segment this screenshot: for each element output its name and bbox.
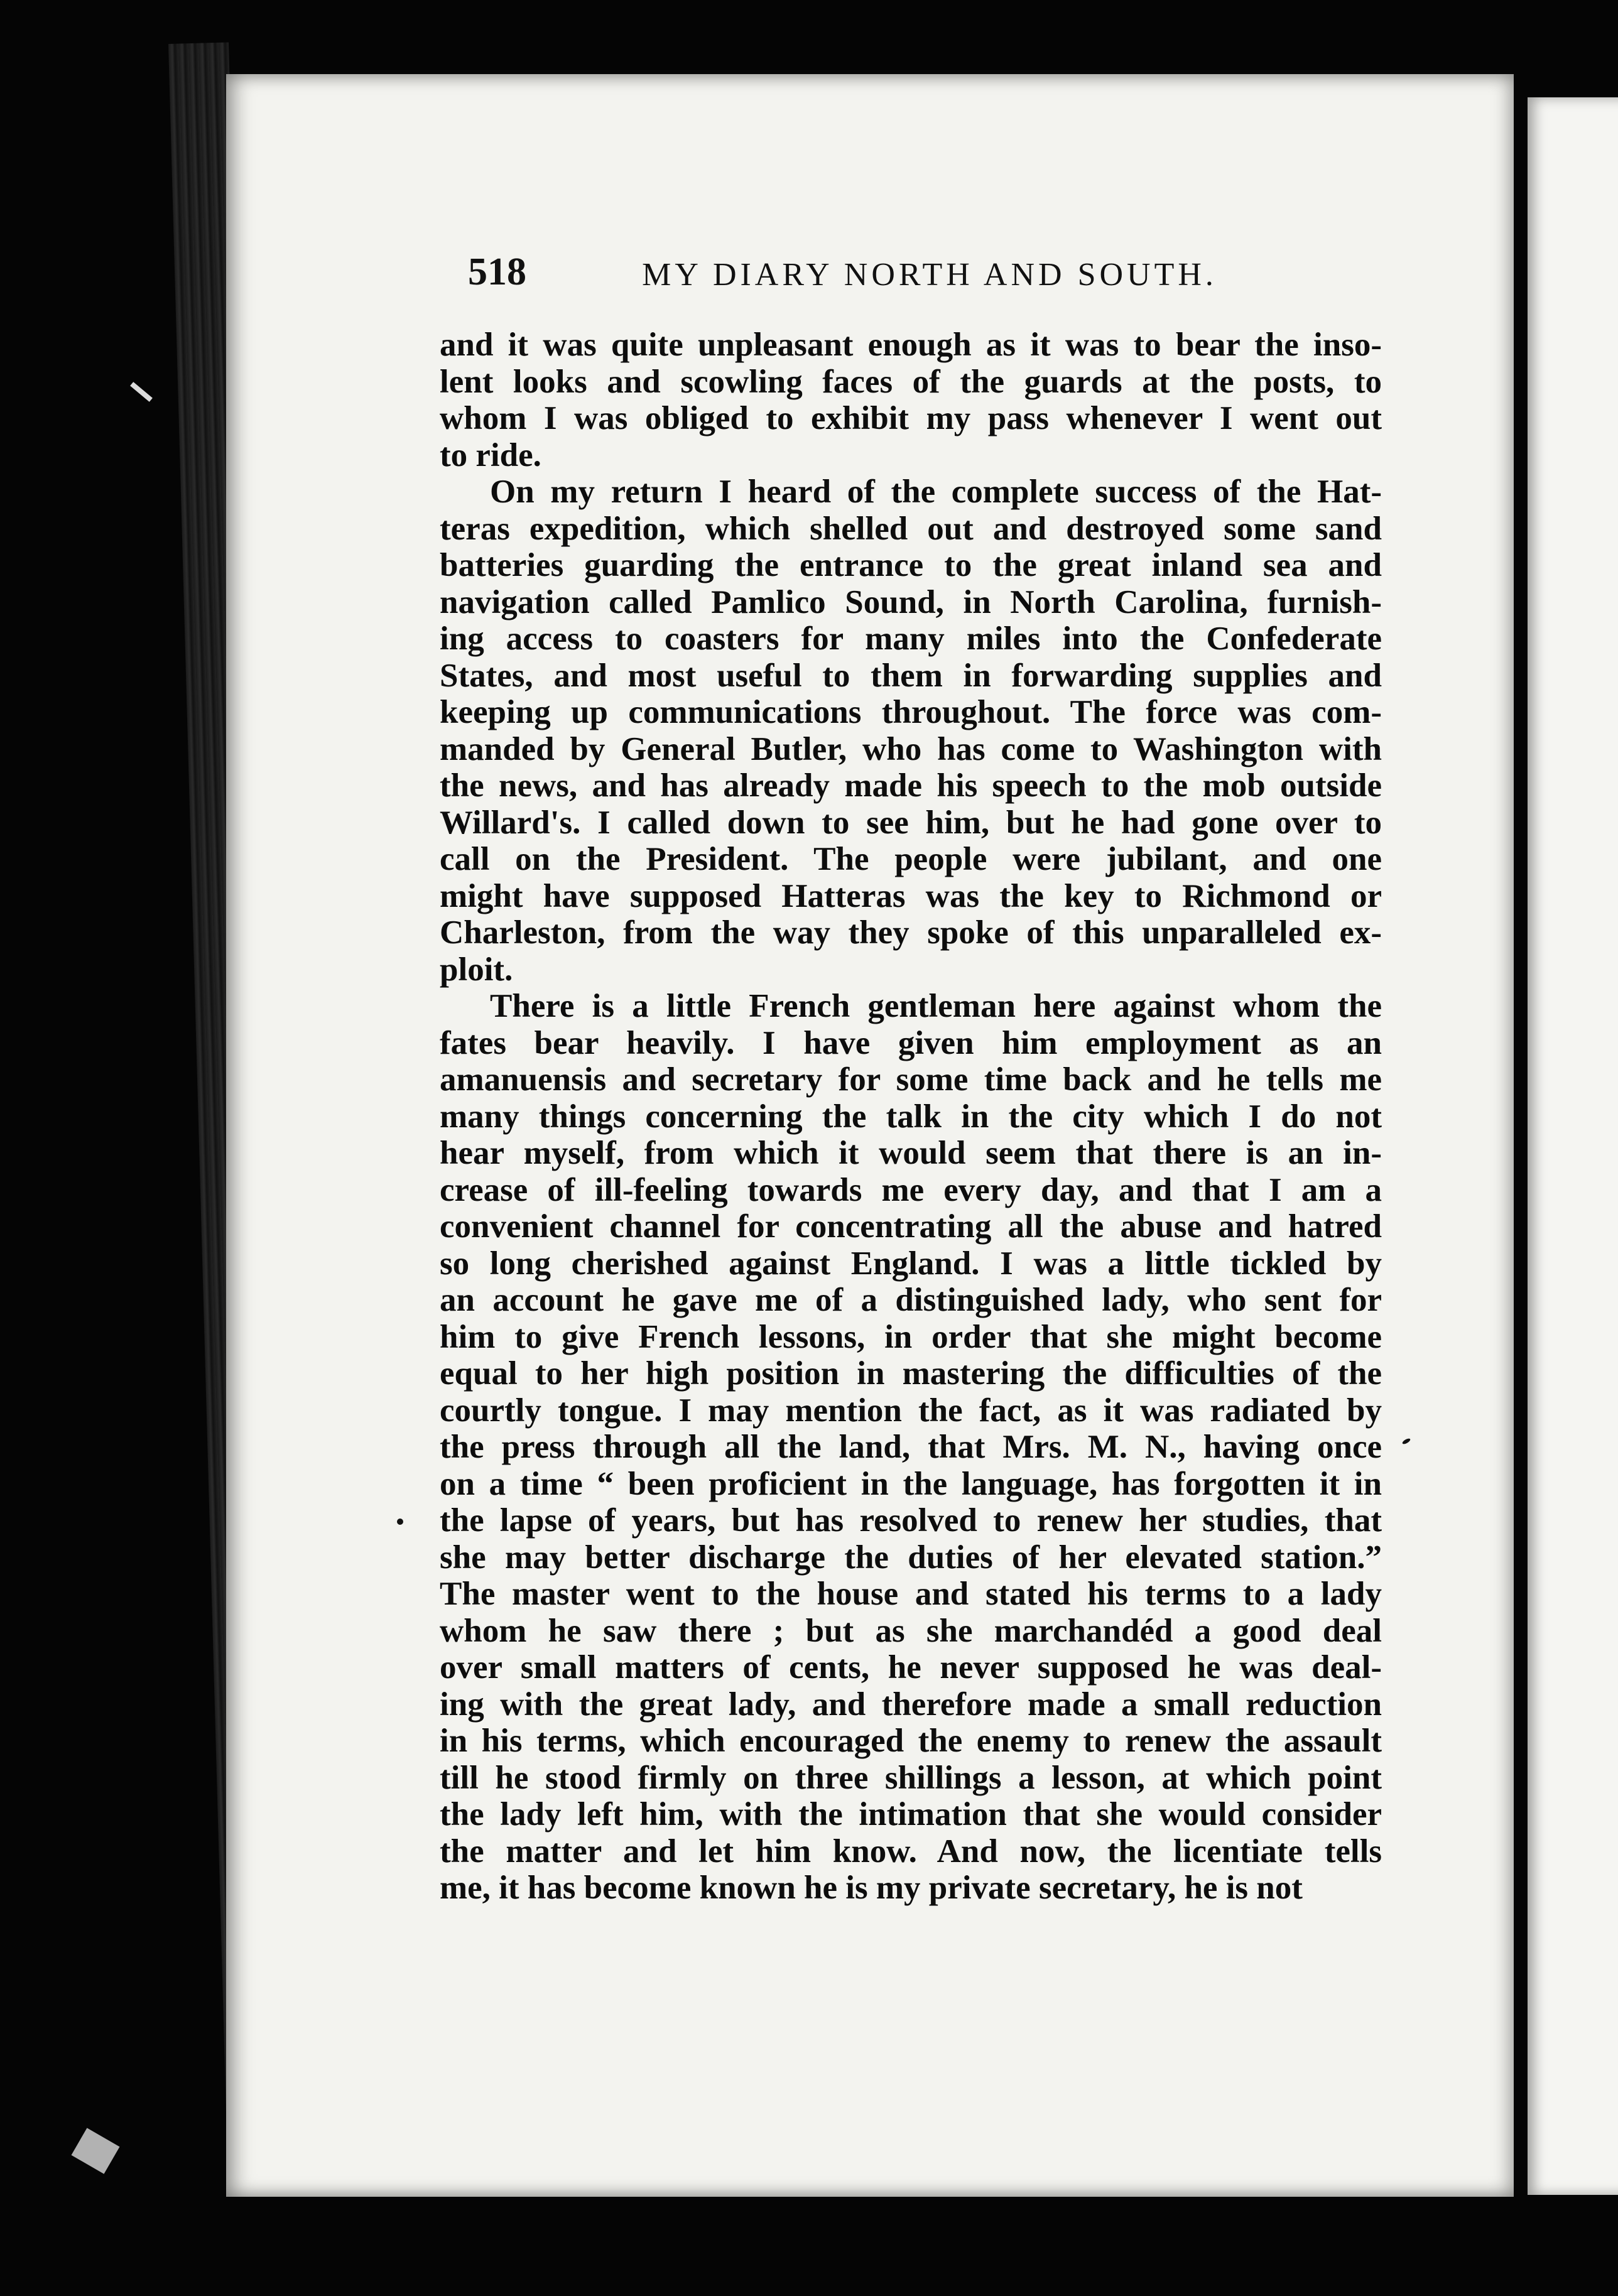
running-head: MY DIARY NORTH AND SOUTH. <box>642 257 1217 293</box>
paragraph <box>440 988 1382 1907</box>
text-line: keeping up communications throughout. The force was com- <box>440 694 1382 730</box>
text-line: teras expedition, which shelled out and destroyed some sand <box>440 510 1382 547</box>
text-line: him to give French lessons, in order that she might become <box>440 1318 1382 1355</box>
text-line: hear myself, from which it would seem that there is an in- <box>440 1135 1382 1171</box>
text-line: States, and most useful to them in forwarding supplies and <box>440 657 1382 694</box>
text-line: whom I was obliged to exhibit my pass whenever I went out <box>440 400 1382 436</box>
text-line: the lapse of years, but has resolved to renew her studies, that <box>440 1502 1382 1539</box>
text-line: batteries guarding the entrance to the great inland sea and <box>440 547 1382 583</box>
text-line: till he stood firmly on three shillings a lesson, at which point <box>440 1759 1382 1796</box>
text-line: On my return I heard of the complete success of the Hat- <box>490 474 1382 510</box>
body-text <box>440 327 1382 1907</box>
text-line: fates bear heavily. I have given him employment as an <box>440 1024 1382 1061</box>
text-line: ing with the great lady, and therefore made a small reduction <box>440 1686 1382 1723</box>
text-line: on a time “ been proficient in the language, has forgotten it in <box>440 1465 1382 1502</box>
text-line: Willard's. I called down to see him, but he had gone over to <box>440 804 1382 841</box>
edge-speck <box>72 2128 120 2174</box>
text-line: over small matters of cents, he never supposed he was deal- <box>440 1649 1382 1686</box>
paragraph <box>440 327 1382 474</box>
text-line: ing access to coasters for many miles into the Confederate <box>440 620 1382 657</box>
text-line: ploit. <box>440 951 513 988</box>
text-line: so long cherished against England. I was a little tickled by <box>440 1245 1382 1282</box>
text-line: and it was quite unpleasant enough as it was to bear the inso- <box>440 327 1382 363</box>
text-line: crease of ill-feeling towards me every day, and that I am a <box>440 1171 1382 1208</box>
text-line: courtly tongue. I may mention the fact, as it was radiated by <box>440 1392 1382 1429</box>
stray-mark <box>397 1519 403 1525</box>
text-line: convenient channel for concentrating all the abuse and hatred <box>440 1208 1382 1245</box>
text-line: me, it has become known he is my private secretary, he is not <box>440 1870 1303 1906</box>
paragraph <box>440 474 1382 988</box>
text-line: manded by General Butler, who has come to Washington with <box>440 730 1382 767</box>
text-line: many things concerning the talk in the city which I do not <box>440 1098 1382 1135</box>
text-line: the press through all the land, that Mrs. M. N., having once <box>440 1429 1382 1465</box>
text-line: an account he gave me of a distinguished lady, who sent for <box>440 1282 1382 1318</box>
text-line: she may better discharge the duties of her elevated station.” <box>440 1539 1382 1576</box>
text-line: equal to her high position in mastering the difficulties of the <box>440 1355 1382 1392</box>
text-line: might have supposed Hatteras was the key to Richmond or <box>440 877 1382 914</box>
text-line: in his terms, which encouraged the enemy to renew the assault <box>440 1723 1382 1759</box>
facing-page-edge <box>1528 97 1618 2195</box>
text-line: Charleston, from the way they spoke of this unparalleled ex- <box>440 914 1382 951</box>
text-line: to ride. <box>440 436 541 474</box>
edge-speck <box>130 382 153 402</box>
text-line: lent looks and scowling faces of the guards at the posts, to <box>440 363 1382 400</box>
text-line: amanuensis and secretary for some time back and he tells me <box>440 1061 1382 1098</box>
text-line: The master went to the house and stated his terms to a lady <box>440 1576 1382 1612</box>
text-line: call on the President. The people were jubilant, and one <box>440 841 1382 877</box>
text-line: the news, and has already made his speech to the mob outside <box>440 767 1382 804</box>
text-line: There is a little French gentleman here against whom the <box>490 988 1382 1024</box>
text-line: whom he saw there ; but as she marchandéd a good deal <box>440 1612 1382 1649</box>
text-line: the lady left him, with the intimation that she would consider <box>440 1796 1382 1833</box>
text-line: the matter and let him know. And now, the licentiate tells <box>440 1833 1382 1870</box>
text-line: navigation called Pamlico Sound, in North Carolina, furnish- <box>440 583 1382 620</box>
page-number: 518 <box>468 251 526 293</box>
